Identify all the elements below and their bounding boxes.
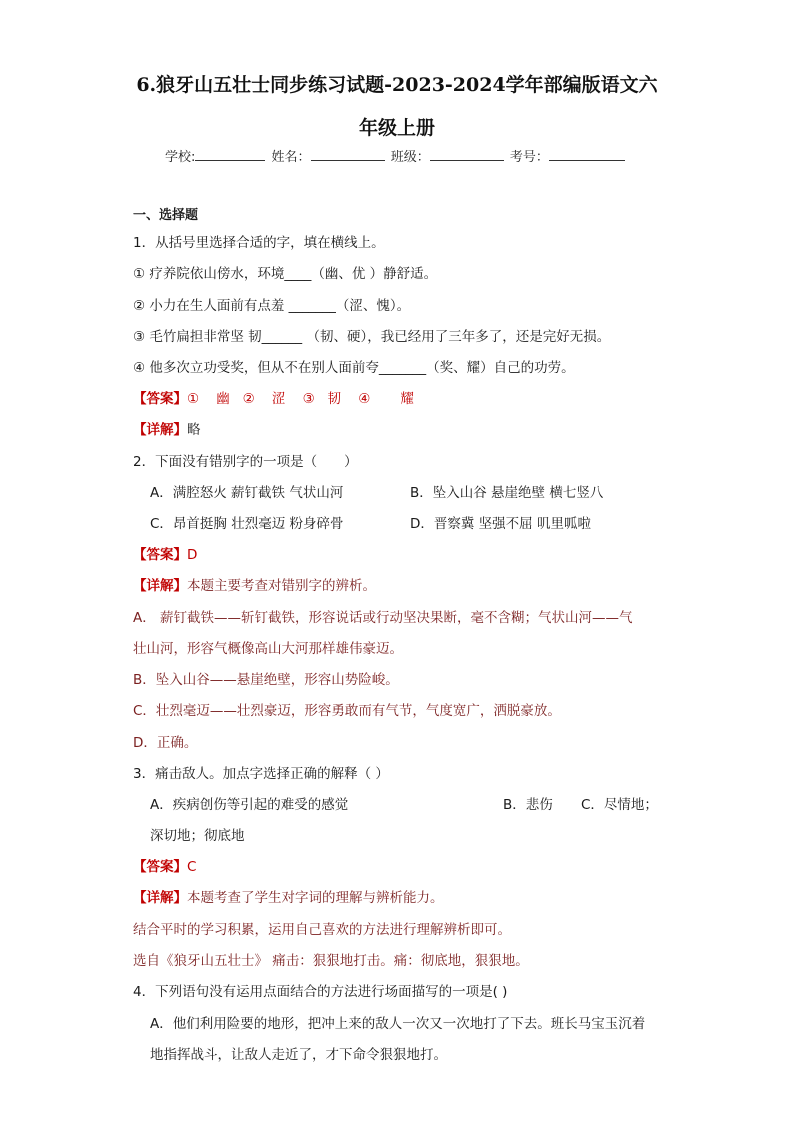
q3-answer-tag: 【答案】 xyxy=(133,859,187,875)
q2-option-d: D．晋察冀 坚强不屈 叽里呱啦 xyxy=(410,516,591,532)
school-blank xyxy=(195,148,265,161)
class-label: 班级： xyxy=(390,150,430,165)
q3-option-c: C．尽情地； xyxy=(581,797,658,813)
q2-answer-tag: 【答案】 xyxy=(133,547,187,563)
q2-explanation-5: D．正确。 xyxy=(133,735,198,751)
q2-detail-tag: 【详解】 xyxy=(133,578,187,594)
q1-detail-tag: 【详解】 xyxy=(133,422,187,438)
q3-detail: 本题考查了学生对字词的理解与辨析能力。 xyxy=(187,890,444,906)
q2-explanation-1: A． 薪钉截铁——斩钉截铁，形容说话或行动坚决果断，毫不含糊；气状山河——气 xyxy=(133,610,633,626)
q3-option-c-continued: 深切地；彻底地 xyxy=(150,828,245,844)
q3-explanation-1: 结合平时的学习积累，运用自己喜欢的方法进行理解辨析即可。 xyxy=(133,922,511,938)
q1-item-1: ① 疗养院依山傍水，环境____（幽、优 ）静舒适。 xyxy=(133,266,438,282)
q2-answer-row xyxy=(133,546,197,564)
q1-stem: 1．从括号里选择合适的字，填在横线上。 xyxy=(133,235,385,251)
number-blank xyxy=(549,148,625,161)
number-label: 考号： xyxy=(509,150,549,165)
q1-answer: ① 幽 ② 涩 ③ 韧 ④ 耀 xyxy=(187,391,414,407)
q3-detail-row xyxy=(133,889,444,907)
section-heading: 一、选择题 xyxy=(133,208,199,223)
q3-option-b: B．悲伤 xyxy=(503,797,553,813)
q1-item-2: ② 小力在生人面前有点羞 _______（涩、愧）。 xyxy=(133,298,411,314)
q3-explanation-2: 选自《狼牙山五壮士》 痛击：狠狠地打击。痛：彻底地，狠狠地。 xyxy=(133,953,529,969)
class-blank xyxy=(430,148,504,161)
q1-answer-row xyxy=(133,390,414,408)
q2-option-b: B．坠入山谷 悬崖绝壁 横七竖八 xyxy=(410,485,604,501)
q4-option-a-line2: 地指挥战斗，让敌人走近了，才下命令狠狠地打。 xyxy=(150,1047,447,1063)
q2-explanation-4: C．壮烈毫迈——壮烈豪迈，形容勇敢而有气节，气度宽广，洒脱豪放。 xyxy=(133,703,561,719)
q3-detail-tag: 【详解】 xyxy=(133,890,187,906)
school-label: 学校: xyxy=(165,150,196,165)
q2-explanation-3: B．坠入山谷——悬崖绝壁，形容山势险峻。 xyxy=(133,672,399,688)
q1-item-3: ③ 毛竹扁担非常坚 韧______ （韧、硬），我已经用了三年多了，还是完好无损。 xyxy=(133,329,611,345)
name-label: 姓名： xyxy=(271,150,311,165)
student-info-row xyxy=(165,146,627,165)
q3-option-a: A．疾病创伤等引起的难受的感觉 xyxy=(150,797,349,813)
q3-stem: 3．痛击敌人。加点字选择正确的解释（ ） xyxy=(133,766,389,782)
q2-answer: D xyxy=(187,547,198,563)
q1-item-4: ④ 他多次立功受奖，但从不在别人面前夸_______（奖、耀）自己的功劳。 xyxy=(133,360,575,376)
q2-option-a: A．满腔怒火 薪钉截铁 气状山河 xyxy=(150,485,344,501)
q1-answer-tag: 【答案】 xyxy=(133,391,187,407)
page-title-line1: 6.狼牙山五壮士同步练习试题-2023-2024学年部编版语文六 xyxy=(136,74,658,96)
q1-detail: 略 xyxy=(187,422,201,438)
q2-stem: 2．下面没有错别字的一项是（ ） xyxy=(133,454,358,470)
q3-answer-row xyxy=(133,858,196,876)
q4-option-a-line1: A．他们利用险要的地形，把冲上来的敌人一次又一次地打了下去。班长马宝玉沉着 xyxy=(150,1016,646,1032)
q1-detail-row xyxy=(133,421,201,439)
q2-option-c: C．昂首挺胸 壮烈毫迈 粉身碎骨 xyxy=(150,516,344,532)
q2-explanation-2: 壮山河，形容气概像高山大河那样雄伟豪迈。 xyxy=(133,641,403,657)
name-blank xyxy=(311,148,385,161)
q2-detail-row xyxy=(133,577,376,595)
page-title-line2: 年级上册 xyxy=(358,117,435,139)
q2-detail: 本题主要考查对错别字的辨析。 xyxy=(187,578,376,594)
q3-answer: C xyxy=(187,859,197,875)
q4-stem: 4．下列语句没有运用点面结合的方法进行场面描写的一项是( ) xyxy=(133,984,508,1000)
